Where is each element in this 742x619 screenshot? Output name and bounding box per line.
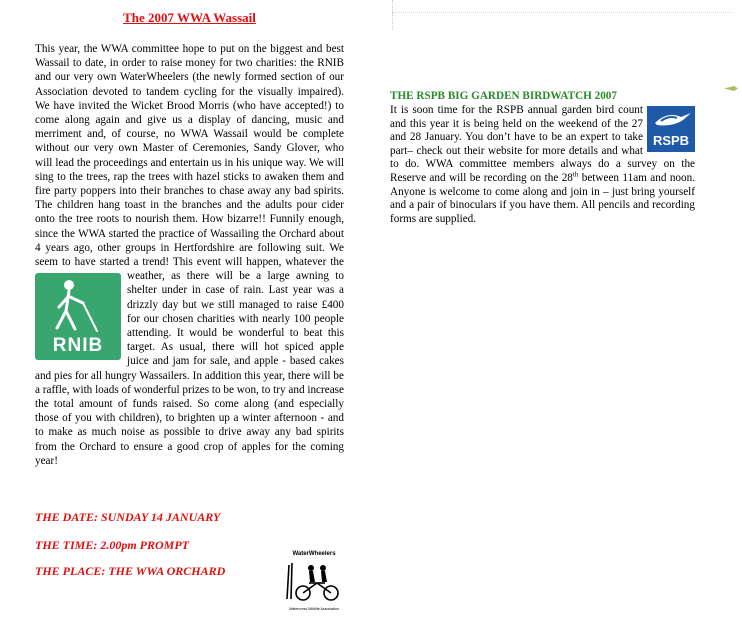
birdwatch-body xyxy=(390,104,695,226)
event-date: THE DATE: SUNDAY 14 JANUARY xyxy=(35,510,221,524)
walking-person-with-cane-icon xyxy=(35,273,121,335)
green-arrow-mark-icon xyxy=(724,86,738,91)
birdwatch-text-before: It is soon time for the RSPB annual garden bird count and this year it is being held on the weekend of the 27 and 28 January. You don’t have to be an expert to take part– check out their website for more details and what to do. WWA committee members always do a survey on the Reserve and will be recording on the 28 xyxy=(390,104,695,184)
wassail-paragraph-bottom: will be a large awning to shelter under in case of rain. Last year was a drizzly day but we still managed to raise £400 for our chosen charities with nearly 100 people attending. It would be wonderful to beat this target. As usual, there will hot spiced apple juice and jam for sale, and apple - based cakes and pies for all hungry Wassailers. In addition this year, there will be a raffle, with loads of wonderful prizes to be won, to try and increase the total amount of funds raised. So come along (and especially those of you with children), to brighten up a winter afternoon - and to make as much noise as possible to drive away any bad spirits from the Orchard to ensure a good crop of apples for the coming year! xyxy=(35,270,344,467)
column-divider-vertical xyxy=(392,0,393,30)
event-place: THE PLACE: THE WWA ORCHARD xyxy=(35,564,226,578)
wassail-article xyxy=(35,10,344,468)
tandem-bicycle-icon xyxy=(283,551,345,611)
birdwatch-article xyxy=(390,90,695,226)
rnib-logo-text: RNIB xyxy=(52,335,104,357)
wassail-title: The 2007 WWA Wassail xyxy=(123,10,256,25)
rspb-logo xyxy=(647,106,695,152)
rnib-logo xyxy=(35,273,121,360)
avocet-bird-icon xyxy=(647,107,695,135)
waterwheelers-logo-subtitle: Watercress Wildlife Association xyxy=(289,607,339,611)
birdwatch-ordinal-suffix: th xyxy=(572,170,579,179)
birdwatch-text-after: between 11am and noon. Anyone is welcome to come along and join in – just bring yourself and a pair of binoculars if you have them. All pencils and recording forms are supplied. xyxy=(390,171,695,225)
wassail-body xyxy=(35,42,344,468)
waterwheelers-logo-title: WaterWheelers xyxy=(292,551,336,557)
wassail-paragraph-top: This year, the WWA committee hope to put on the biggest and best Wassail to date, in order to raise money for two charities: the RNIB and our very own WaterWheelers (the newly formed section of our Association devoted to tandem cycling for the visually impaired). We have invited the Wicket Brood Morris (who have accepted!) to come along again and give us a display of dancing, music and merriment and, of course, no WWA Wassail would be complete without our very own Master of Ceremonies, Sandy Glover, who will lead the proceedings and entertain us in his unique way. We will sing to the trees, rap the trees with hazel sticks to awaken them and fire party poppers into their branches to chase away any bad spirits. The children hang toast in the branches and the adults pour cider onto the tree roots to nourish them. How bizarre!! Funnily enough, since the WWA started the practice of Wassailing the Orchard about 4 years ago, other groups in Hertfordshire are following suit. We seem to have started a trend! This event will happen, whatever the weather, as there xyxy=(35,43,344,283)
column-divider-horizontal xyxy=(392,12,732,13)
event-time: THE TIME: 2.00pm PROMPT xyxy=(35,538,190,552)
birdwatch-title: THE RSPB BIG GARDEN BIRDWATCH 2007 xyxy=(390,90,617,102)
waterwheelers-logo xyxy=(283,551,345,611)
rspb-logo-text: RSPB xyxy=(652,133,690,149)
